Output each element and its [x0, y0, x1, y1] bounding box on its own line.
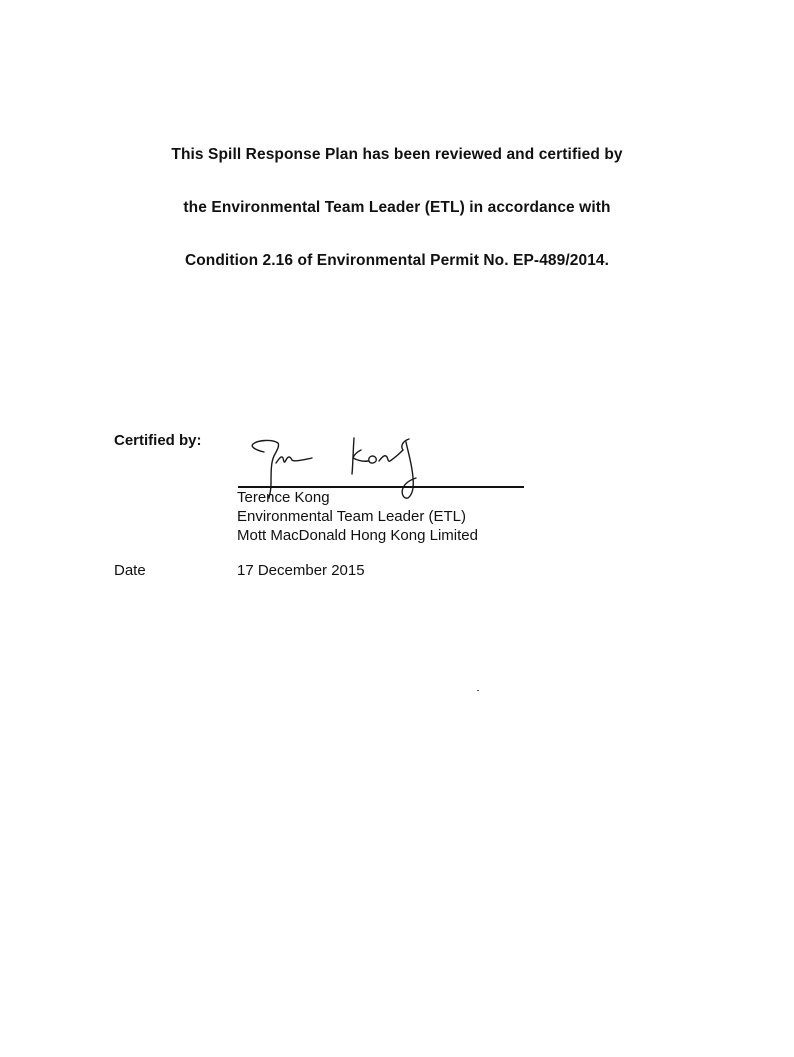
statement-line-3: Condition 2.16 of Environmental Permit No. EP-489/2014.	[184, 252, 610, 269]
certified-by-label: Certified by:	[114, 432, 202, 449]
signer-name: Terence Kong	[237, 489, 330, 506]
statement-line-2: the Environmental Team Leader (ETL) in accordance with	[183, 199, 611, 216]
date-label: Date	[114, 562, 146, 579]
scan-speck	[477, 690, 479, 691]
signer-title: Environmental Team Leader (ETL)	[237, 508, 466, 525]
statement-line-1: This Spill Response Plan has been reviewed and certified by	[171, 146, 623, 163]
date-value: 17 December 2015	[237, 562, 365, 579]
signer-company: Mott MacDonald Hong Kong Limited	[237, 527, 478, 544]
signer-details	[237, 488, 478, 545]
